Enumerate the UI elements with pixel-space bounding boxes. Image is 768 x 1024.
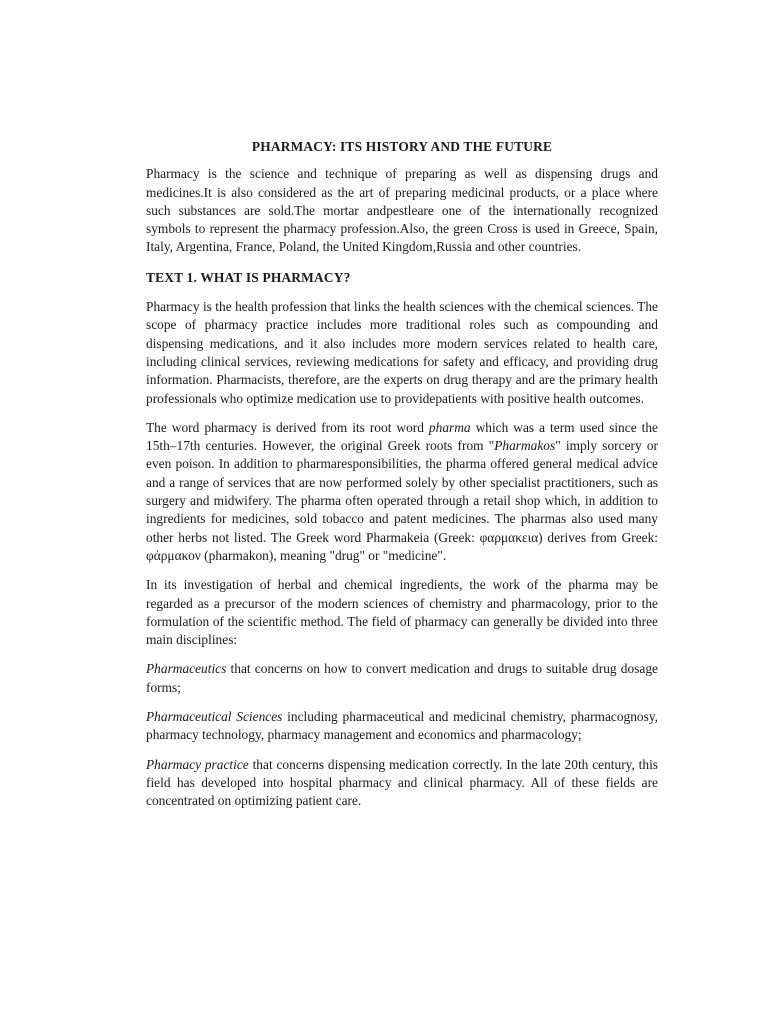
- term-pharma: pharma: [428, 419, 471, 435]
- discipline-pharmaceutical-sciences: [146, 708, 658, 745]
- paragraph-etymology-text-1: The word pharmacy is derived from its root word: [146, 419, 429, 435]
- paragraph-disciplines-intro: In its investigation of herbal and chemical ingredients, the work of the pharma may be regarded as a precursor of the modern sciences of chemistry and pharmacology, prior to the formulation of the scientific method. The field of pharmacy can generally be divided into three main disciplines:: [146, 577, 658, 648]
- paragraph-definition: Pharmacy is the health profession that links the health sciences with the chemical sciences. The scope of pharmacy practice includes more traditional roles such as compounding and dispensing medications, and it also includes more modern services related to health care, including clinical services, reviewing medications for safety and efficacy, and providing drug information. Pharmacists, therefore, are the experts on drug therapy and are the primary health professionals who optimize medication use to providepatients with positive health outcomes.: [146, 299, 658, 406]
- discipline-term: Pharmacy practice: [146, 756, 249, 772]
- discipline-pharmacy-practice: [146, 756, 658, 811]
- discipline-description: including pharmaceutical and medicinal chemistry, pharmacognosy, pharmacy technology, pharmacy management and economics and pharmacology;: [146, 709, 658, 743]
- paragraph-etymology-text-2: which was a term used since the 15th–17th centuries. However, the original Greek roots from ": [146, 419, 658, 454]
- discipline-pharmaceutics: [146, 660, 658, 697]
- term-pharmakos: Pharmakos: [494, 438, 556, 454]
- discipline-description: that concerns on how to convert medication and drugs to suitable drug dosage forms;: [146, 661, 658, 695]
- document-title: PHARMACY: ITS HISTORY AND THE FUTURE: [251, 139, 553, 154]
- paragraph-etymology-text-3: " imply sorcery or even poison. In addition to pharmaresponsibilities, the pharma offered general medical advice and a range of services that are now performed solely by other specialist practitioners, such as surgery and midwifery. The pharma often operated through a retail shop which, in addition to ingredients for medicines, sold tobacco and patent medicines. The pharmas also used many other herbs not listed. The Greek word Pharmakeia (Greek: φαρμακεια) derives from Greek: φάρμακον (pharmakon), meaning "drug" or "medicine".: [146, 438, 658, 563]
- section-heading: TEXT 1. WHAT IS PHARMACY?: [146, 269, 351, 285]
- paragraph-etymology: [146, 419, 658, 565]
- discipline-term: Pharmaceutics: [146, 661, 227, 677]
- document-page: [146, 138, 658, 822]
- discipline-term: Pharmaceutical Sciences: [146, 709, 283, 725]
- intro-paragraph: Pharmacy is the science and technique of preparing as well as dispensing drugs and medicines.It is also considered as the art of preparing medicinal products, or a place where such substances are sold.The mortar andpestleare one of the internationally recognized symbols to represent the pharmacy profession.Also, the green Cross is used in Greece, Spain, Italy, Argentina, France, Poland, the United Kingdom,Russia and other countries.: [146, 166, 658, 255]
- discipline-description: that concerns dispensing medication correctly. In the late 20th century, this field has developed into hospital pharmacy and clinical pharmacy. All of these fields are concentrated on optimizing patient care.: [146, 756, 658, 809]
